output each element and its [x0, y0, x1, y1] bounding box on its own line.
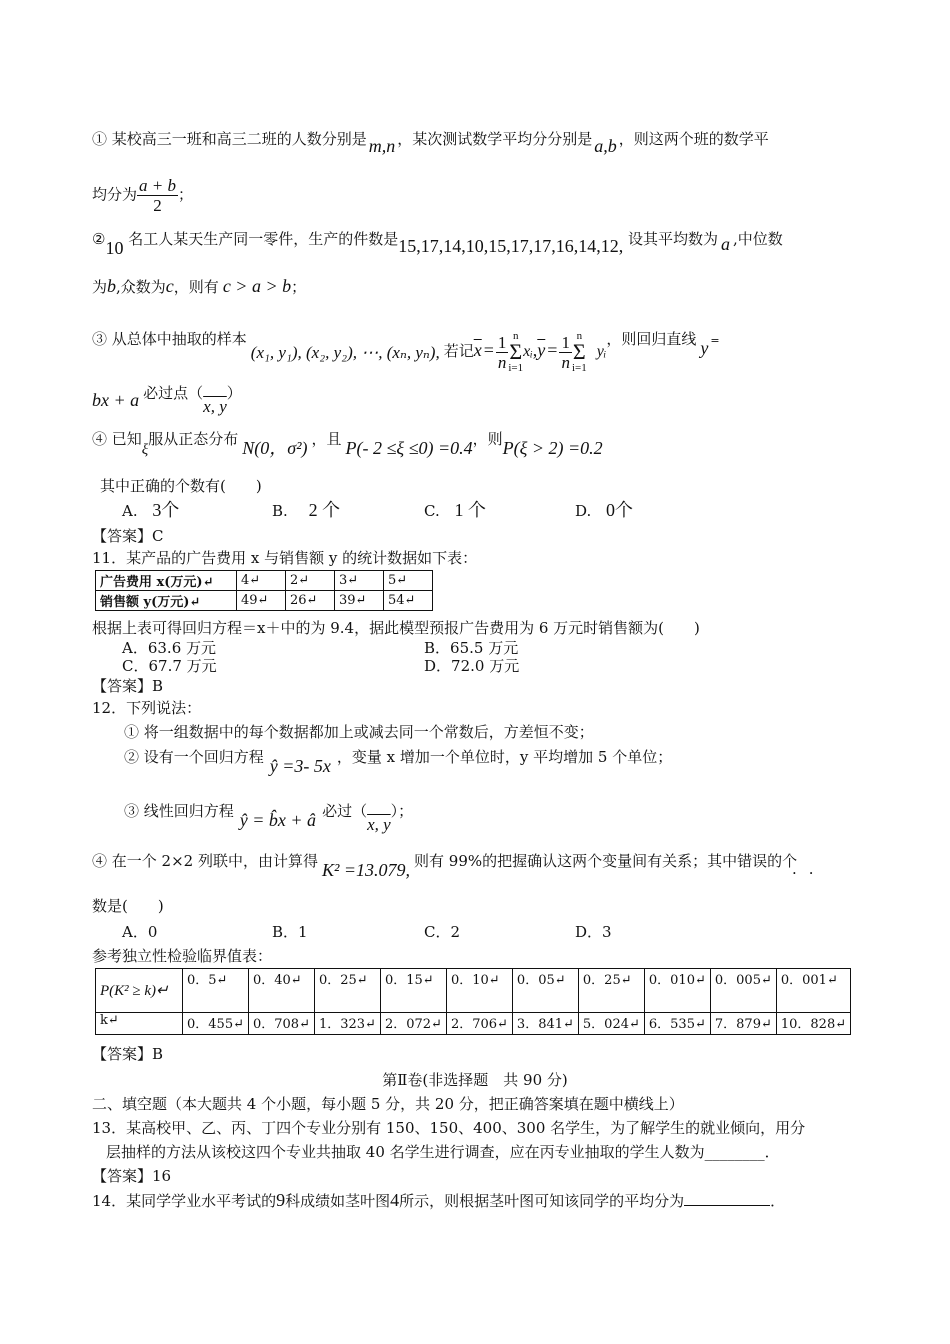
table-row: 广告费用 x(万元)↵ 4↵ 2↵ 3↵ 5↵ [96, 571, 433, 591]
statement-2-line2: 为b,众数为c，则有 c > a > b； [92, 276, 307, 296]
q13-answer: 【答案】16 [92, 1167, 172, 1185]
statement-2-line1: ②10 名工人某天生产同一零件，生产的件数是15,17,14,10,15,17,17,16,14,12, 设其平均数为 a ,中位数 [92, 230, 783, 258]
advertising-sales-table [95, 570, 433, 611]
q11-option-c: C．67.7 万元 [122, 657, 217, 675]
q11-option-b: B．65.5 万元 [424, 639, 519, 657]
q13-line2: 层抽样的方法从该校这四个专业共抽取 40 名学生进行调查，应在丙专业抽取的学生人数为________． [106, 1143, 780, 1161]
q12-option-d: D．3 [575, 923, 612, 941]
sum-symbol-2: n Σ i=1 [571, 330, 587, 374]
q11-option-d: D．72.0 万元 [424, 657, 520, 675]
q11-text: 根据上表可得回归方程＝x＋中的为 9.4，据此模型预报广告费用为 6 万元时销售额为( ) [92, 619, 700, 637]
normal-distribution: N(0，σ²) [242, 438, 308, 458]
probability-2: P(ξ > 2) =0.2 [502, 438, 603, 458]
part-2-title: 第Ⅱ卷(非选择题 共 90 分) [382, 1071, 568, 1089]
q13-line1: 13．某高校甲、乙、丙、丁四个专业分别有 150、150、400、300 名学生，为了解学生的就业倾向，用分 [92, 1119, 806, 1137]
q11-option-a: A．63.6 万元 [122, 639, 216, 657]
q12-statement-4: ④ 在一个 2×2 列联中，由计算得 K² =13.079, 则有 99%的把握确认这两个变量间有关系；其中错误的个 [92, 852, 798, 880]
section-fill-in: 二、填空题（本大题共 4 个小题，每小题 5 分，共 20 分，把正确答案填在题中横线上） [92, 1095, 684, 1113]
question-10-prompt: 其中正确的个数有( ) [100, 477, 262, 495]
linear-regression-equation: ŷ = b̂x + â [239, 810, 317, 830]
statement-1-line2: 均分为 $\frac{a + b}{2}$ ； [92, 176, 194, 215]
regression-equation: ŷ =3- 5x [269, 756, 331, 776]
q12-statement-1: ① 将一组数据中的每个数据都加上或减去同一个常数后，方差恒不变； [124, 723, 594, 741]
production-data: 15,17,14,10,15,17,17,16,14,12, [398, 236, 624, 256]
answer-blank[interactable] [684, 1191, 770, 1206]
mean-point: x, y [203, 397, 227, 416]
q12-stem: 12．下列说法： [92, 699, 202, 717]
table-row: k↵ 0．455↵ 0．708↵ 1．323↵ 2．072↵ 2．706↵ 3．841↵ 5．024↵ 6．535↵ 7．879↵ 10．828↵ [96, 1013, 851, 1035]
sample-points: (x₁, y₁), (x₂, y₂), ⋯, (xₙ, yₙ), [250, 343, 440, 362]
q12-option-b: B．1 [272, 923, 308, 941]
statement-1-line1: ① 某校高三一班和高三二班的人数分别是 m,n ，某次测试数学平均分分别是 a,b ，则这两个班的数学平 [92, 130, 769, 156]
q10-option-d: D. 0个 [575, 500, 634, 520]
table-header-p: P(K² ≥ k)↵ [96, 969, 183, 1013]
math-mn: m,n [368, 136, 396, 156]
q14-line: 14．某同学学业水平考试的9科成绩如茎叶图4所示，则根据茎叶图可知该同学的平均分为 ． [92, 1190, 786, 1210]
q10-option-c: C. 1 个 [424, 500, 486, 520]
emphasis-dots: ·· [792, 864, 826, 882]
probability-1: P(- 2 ≤ξ ≤0) =0.4 [345, 438, 473, 458]
q12-option-a: A．0 [122, 923, 158, 941]
q11-stem: 11．某产品的广告费用 x 与销售额 y 的统计数据如下表： [92, 549, 478, 567]
q12-statement-2: ② 设有一个回归方程 ŷ =3- 5x ，变量 x 增加一个单位时，y 平均增加 5 个单位； [124, 748, 673, 776]
inequality: c > a > b [222, 276, 292, 296]
statement-3-line2: bx + a 必过点（x, y） [92, 384, 242, 416]
critical-value-table [95, 968, 851, 1035]
sum-symbol: n Σ i=1 [508, 330, 524, 374]
table-row: 销售额 y(万元)↵ 49↵ 26↵ 39↵ 54↵ [96, 591, 433, 611]
math-ab: a,b [594, 136, 617, 156]
chi-square-value: K² =13.079, [321, 860, 411, 880]
statement-3-line1: ③ 从总体中抽取的样本(x₁, y₁), (x₂, y₂), ⋯, (xₙ, yₙ), 若记$\overline{x}$ = $\frac{1}{n}$ n Σ $i=1xᵢ,\overline{y}$ = $\frac{1}{n}$ n Σ i=1yᵢ，则回归直线 y = [92, 330, 720, 374]
q12-answer: 【答案】B [92, 1045, 164, 1063]
q11-answer: 【答案】B [92, 677, 164, 695]
critical-value-caption: 参考独立性检验临界值表： [92, 947, 273, 965]
statement-4: ④ 已知ξ服从正态分布 N(0，σ²) ，且 P(- 2 ≤ξ ≤0) =0.4，则P(ξ > 2) =0.2 [92, 430, 603, 458]
fraction-average: $\frac{a + b}{2}$ [139, 176, 176, 215]
regression-line: bx + a [92, 390, 140, 410]
q10-answer: 【答案】C [92, 527, 164, 545]
table-row: P(K² ≥ k)↵ 0．5↵ 0．40↵ 0．25↵ 0．15↵ 0．10↵ 0．05↵ 0．25↵ 0．010↵ 0．005↵ 0．001↵ [96, 969, 851, 1013]
q10-option-b: B. 2 个 [272, 500, 341, 520]
q12-prompt: 数是( ) [92, 897, 164, 915]
q12-option-c: C．2 [424, 923, 461, 941]
q10-option-a: A. 3个 [122, 500, 180, 520]
q12-statement-3: ③ 线性回归方程 ŷ = b̂x + â 必过（x, y）； [124, 802, 414, 834]
